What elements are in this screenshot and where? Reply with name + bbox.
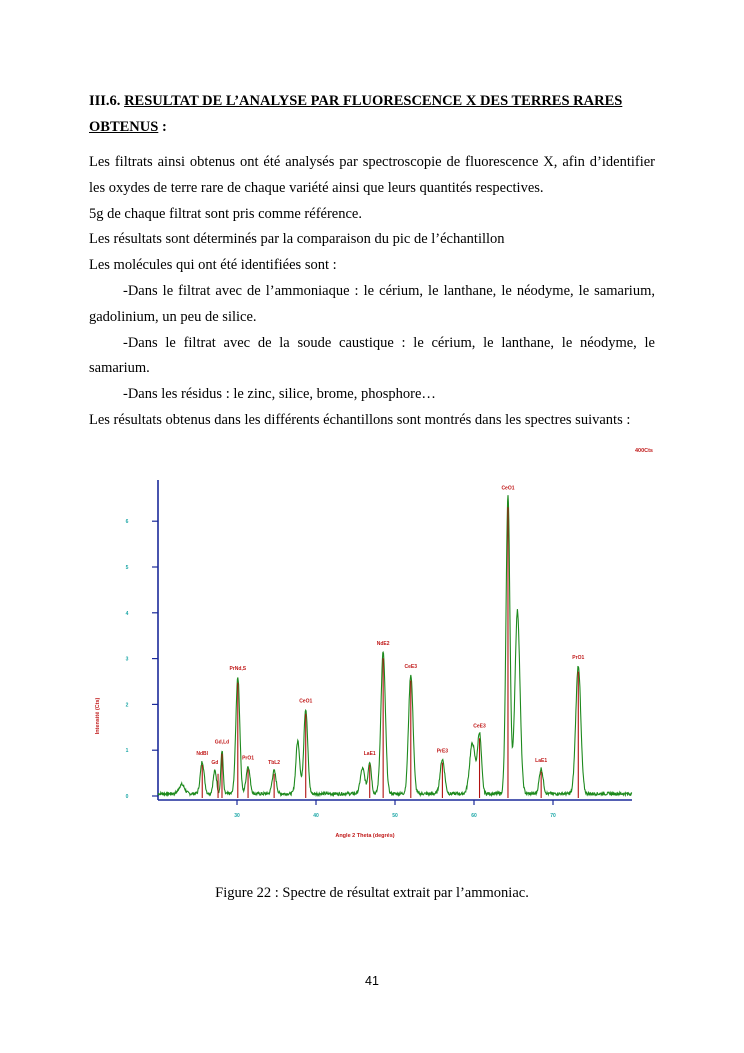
y-tick-label: 1 bbox=[125, 748, 129, 755]
page-number: 41 bbox=[365, 974, 379, 988]
section-heading-line2 bbox=[89, 114, 655, 140]
peak-label: Gd bbox=[211, 760, 219, 767]
y-axis-label: Intensité (Cts) bbox=[95, 697, 101, 735]
section-number: III.6. bbox=[89, 93, 121, 109]
paragraph: Les résultats sont déterminés par la comparaison du pic de l’échantillon bbox=[89, 231, 505, 248]
y-tick-label: 5 bbox=[125, 565, 129, 571]
y-tick-label: 3 bbox=[125, 656, 129, 663]
section-title-colon: : bbox=[158, 119, 167, 135]
paragraph: 5g de chaque filtrat sont pris comme référence. bbox=[89, 205, 362, 222]
y-tick-label: 2 bbox=[125, 702, 129, 709]
counts-label: 400Cts bbox=[634, 448, 653, 454]
peak-label: PrO1 bbox=[572, 654, 585, 661]
x-tick-label: 70 bbox=[550, 813, 556, 819]
x-tick-label: 60 bbox=[471, 813, 477, 819]
y-tick-label: 4 bbox=[125, 610, 129, 617]
x-axis-label: Angle 2 Theta (degrés) bbox=[335, 833, 395, 839]
xrd-spectrum-chart bbox=[0, 430, 744, 870]
paragraph-indented: -Dans les résidus : le zinc, silice, brome, phosphore… bbox=[123, 386, 436, 403]
x-tick-label: 30 bbox=[234, 813, 240, 819]
peak-label: PrNd,S bbox=[229, 666, 247, 673]
section-title-part2: OBTENUS bbox=[89, 119, 159, 135]
body-text bbox=[89, 150, 655, 434]
peak-label: CeO1 bbox=[299, 698, 313, 705]
section-heading bbox=[89, 88, 655, 140]
x-tick-label: 40 bbox=[313, 813, 319, 819]
peak-label: Gd,Ld bbox=[214, 739, 230, 746]
y-tick-label: 0 bbox=[125, 794, 129, 800]
figure-caption: Figure 22 : Spectre de résultat extrait par l’ammoniac. bbox=[215, 885, 529, 901]
x-tick-label: 50 bbox=[392, 813, 398, 819]
peak-label: NdE2 bbox=[376, 641, 390, 648]
section-heading-line1 bbox=[89, 88, 655, 114]
peak-label: CeO1 bbox=[501, 485, 515, 492]
paragraph: Les molécules qui ont été identifiées sont : bbox=[89, 257, 337, 274]
peak-label: LaE1 bbox=[363, 750, 376, 757]
peak-label: CeE3 bbox=[473, 723, 486, 730]
section-title-part1: RESULTAT DE L’ANALYSE PAR FLUORESCENCE X DES TERRES RARES bbox=[124, 93, 623, 109]
paragraph: Les résultats obtenus dans les différents échantillons sont montrés dans les spectres suivants : bbox=[89, 411, 631, 428]
peak-label: PrE3 bbox=[436, 748, 449, 755]
peak-label: TbL2 bbox=[268, 760, 281, 767]
peak-label: NdBl bbox=[196, 750, 209, 757]
spectrum-line bbox=[158, 495, 632, 795]
peak-label: CeE3 bbox=[404, 663, 418, 670]
y-tick-label: 6 bbox=[125, 519, 129, 526]
paragraph: Les filtrats ainsi obtenus ont été analysés par spectroscopie de fluorescence X, afin d’identifier les oxydes de terre rare de chaque variété ainsi que leurs quantités respectives. bbox=[89, 154, 655, 196]
paragraph-indented: -Dans le filtrat avec de la soude caustique : le cérium, le lanthane, le néodyme, le samarium. bbox=[89, 334, 655, 377]
paragraph-indented: -Dans le filtrat avec de l’ammoniaque : le cérium, le lanthane, le néodyme, le samarium, gadolinium, un peu de silice. bbox=[89, 282, 655, 325]
peak-label: LaE1 bbox=[535, 757, 548, 764]
peak-label: PrO1 bbox=[242, 755, 255, 762]
